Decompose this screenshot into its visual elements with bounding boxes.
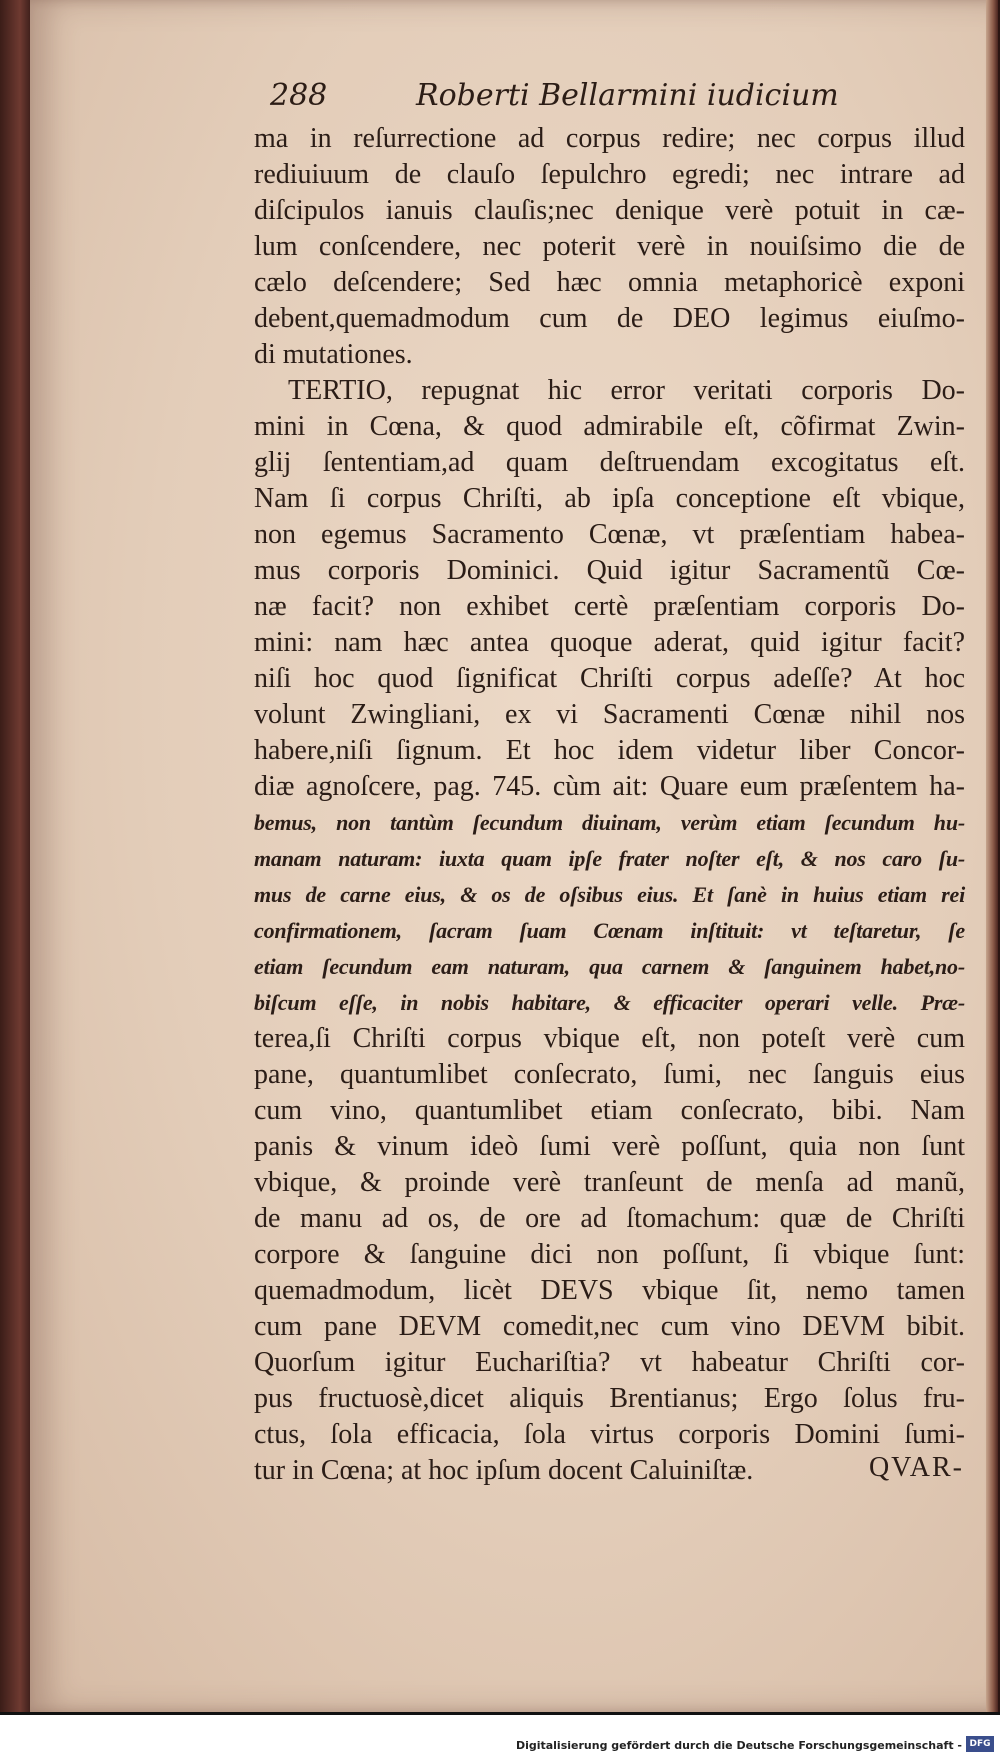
text-line: tur in Cœna; at hoc ipſum docent Caluiniſtæ. [254,1455,754,1486]
text-line: TERTIO, repugnat hic error veritati corporis Do- [288,375,965,406]
running-title: Roberti Bellarmini iudicium [416,78,839,113]
text-line: habere,niſi ſignum. Et hoc idem videtur liber Concor- [254,735,965,766]
body-text [254,121,965,1489]
text-line: cum pane DEVM comedit,nec cum vino DEVM bibit. [254,1311,965,1342]
text-line: corpore & ſanguine dici non poſſunt, ſi vbique ſunt: [254,1239,965,1270]
text-line: diæ agnoſcere, pag. 745. cùm ait: Quare eum præſentem ha- [254,771,965,802]
text-line: manam naturam: iuxta quam ipſe frater noſter eſt, & nos caro ſu- [254,846,965,871]
text-line: cum vino, quantumlibet etiam conſecrato, bibi. Nam [254,1095,965,1126]
text-line: næ facit? non exhibet certè præſentiam corporis Do- [254,591,965,622]
running-head [270,78,890,118]
text-line: etiam ſecundum eam naturam, qua carnem & ſanguinem habet,no- [254,954,965,979]
text-line: panis & vinum ideò ſumi verè poſſunt, quia non ſunt [254,1131,965,1162]
text-line: di mutationes. [254,339,413,370]
text-line: volunt Zwingliani, ex vi Sacramenti Cœnæ nihil nos [254,699,965,730]
text-line: glij ſententiam,ad quam deſtruendam excogitatus eſt. [254,447,965,478]
text-line: ctus, ſola efficacia, ſola virtus corporis Domini ſumi- [254,1419,965,1450]
text-line: quemadmodum, licèt DEVS vbique ſit, nemo tamen [254,1275,965,1306]
page-edge [986,0,998,1712]
dfg-logo-icon: DFG [966,1736,994,1752]
text-line: pane, quantumlibet conſecrato, ſumi, nec ſanguis eius [254,1059,965,1090]
text-line: niſi hoc quod ſignificat Chriſti corpus adeſſe? At hoc [254,663,965,694]
text-line: Nam ſi corpus Chriſti, ab ipſa conceptione eſt vbique, [254,483,965,514]
text-line: mus de carne eius, & os de oſsibus eius. Et ſanè in huius etiam rei [254,882,965,907]
catchword: QVAR- [868,1452,964,1483]
text-line: mini: nam hæc antea quoque aderat, quid igitur facit? [254,627,965,658]
digitization-footer [0,1715,1000,1761]
funding-credit: Digitalisierung gefördert durch die Deutsche Forschungsgemeinschaft - [515,1739,962,1752]
text-line: confirmationem, ſacram ſuam Cœnam inſtituit: vt teſtaretur, ſe [254,918,965,943]
text-line: Quorſum igitur Euchariſtia? vt habeatur Chriſti cor- [254,1347,965,1378]
text-line: mini in Cœna, & quod admirabile eſt, cõfirmat Zwin- [254,411,965,442]
text-line: debent,quemadmodum cum de DEO legimus eiuſmo- [254,303,965,334]
text-line: cælo deſcendere; Sed hæc omnia metaphoricè exponi [254,267,965,298]
text-line: pus fructuosè,dicet aliquis Brentianus; Ergo ſolus fru- [254,1383,965,1414]
text-line: ma in reſurrectione ad corpus redire; nec corpus illud [254,123,965,154]
text-line: biſcum eſſe, in nobis habitare, & efficaciter operari velle. Præ- [254,990,965,1015]
page-number: 288 [270,78,328,113]
text-line: de manu ad os, de ore ad ſtomachum: quæ de Chriſti [254,1203,965,1234]
text-line: diſcipulos ianuis clauſis;nec denique verè potuit in cæ- [254,195,965,226]
text-line: terea,ſi Chriſti corpus vbique eſt, non poteſt verè cum [254,1023,965,1054]
text-line: non egemus Sacramento Cœnæ, vt præſentiam habea- [254,519,965,550]
text-line: vbique, & proinde verè tranſeunt de menſa ad manũ, [254,1167,965,1198]
text-line: mus corporis Dominici. Quid igitur Sacramentũ Cœ- [254,555,965,586]
text-line: bemus, non tantùm ſecundum diuinam, verùm etiam ſecundum hu- [254,810,965,835]
text-line: rediuiuum de clauſo ſepulchro egredi; nec intrare ad [254,159,965,190]
text-line: lum conſcendere, nec poterit verè in nouiſsimo die de [254,231,965,262]
